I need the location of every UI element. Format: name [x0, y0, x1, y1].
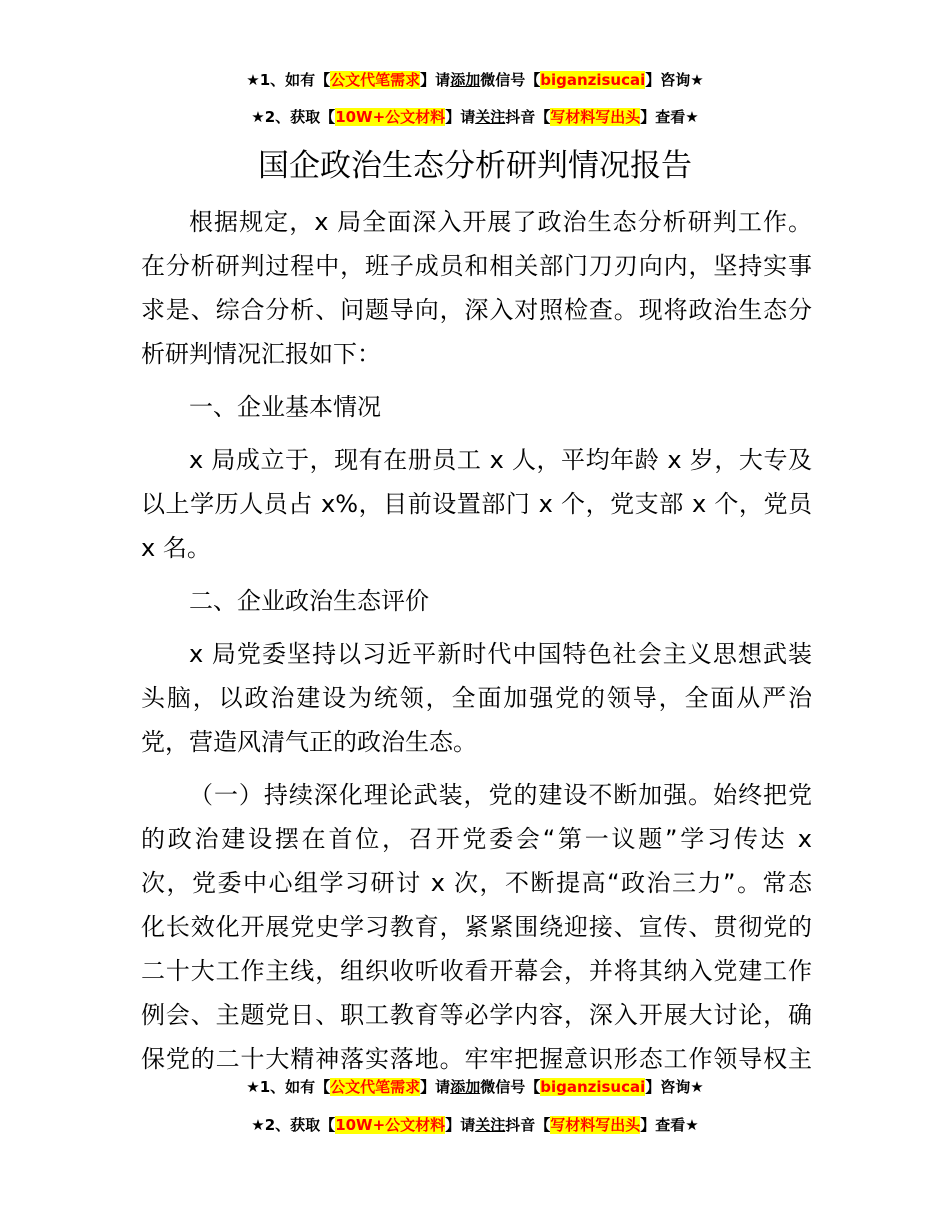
text-line: 保党的二十大精神落实落地。牢牢把握意识形态工作领导权主 [141, 1045, 812, 1073]
banner-text: 1、如有【 [259, 71, 331, 89]
document-title: 国企政治生态分析研判情况报告 [258, 148, 692, 184]
top-banner-line-1 [0, 69, 950, 91]
text-line: x 名。 [141, 534, 211, 562]
banner-text: 】咨询★ [645, 71, 704, 89]
document-body [141, 200, 812, 1081]
banner-text: 】查看★ [640, 108, 699, 126]
text-line: 次，党委中心组学习研讨 x 次，不断提高“政治三力”。常态 [141, 869, 812, 897]
banner-text: 】请 [445, 1116, 476, 1134]
banner-text: 1、如有【 [259, 1078, 331, 1096]
text-line: 党，营造风清气正的政治生态。 [141, 728, 477, 756]
section-heading [141, 385, 812, 429]
text-line: 一、企业基本情况 [189, 393, 381, 421]
banner-text: 】咨询★ [645, 1078, 704, 1096]
banner-highlight: 10W+公文材料 [335, 108, 446, 126]
banner-text: 2、获取【 [264, 108, 336, 126]
text-line: 求是、综合分析、问题导向，深入对照检查。现将政治生态分 [141, 296, 812, 324]
text-line: 在分析研判过程中，班子成员和相关部门刀刃向内，坚持实事 [141, 252, 812, 280]
banner-text: 】请 [445, 108, 476, 126]
text-line: 以上学历人员占 x%，目前设置部门 x 个，党支部 x 个，党员 [141, 490, 812, 518]
paragraph [141, 773, 812, 1081]
text-line: 头脑，以政治建设为统领，全面加强党的领导，全面从严治 [141, 684, 812, 712]
banner-text: 微信号【 [480, 71, 541, 89]
text-line: 根据规定，x 局全面深入开展了政治生态分析研判工作。 [189, 208, 812, 236]
paragraph [141, 438, 812, 570]
bottom-banner-line-2 [0, 1114, 950, 1136]
section-heading [141, 579, 812, 623]
star-icon: ★ [251, 1116, 265, 1134]
banner-underlined: 关注 [475, 1116, 506, 1134]
banner-text: 抖音【 [505, 1116, 551, 1134]
banner-underlined: 关注 [475, 108, 506, 126]
top-banner-line-2 [0, 106, 950, 128]
text-line: x 局成立于，现有在册员工 x 人，平均年龄 x 岁，大专及 [189, 446, 812, 474]
banner-underlined: 添加 [450, 71, 481, 89]
banner-highlight: 10W+公文材料 [335, 1116, 446, 1134]
banner-wechat-id: biganzisucai [540, 1078, 646, 1096]
bottom-banner-line-1 [0, 1076, 950, 1098]
text-line: 析研判情况汇报如下： [141, 340, 381, 368]
banner-text: 】请 [420, 71, 451, 89]
text-line: 例会、主题党日、职工教育等必学内容，深入开展大讨论，确 [141, 1001, 812, 1029]
banner-highlight: 写材料写出头 [550, 108, 641, 126]
banner-wechat-id: biganzisucai [540, 71, 646, 89]
text-line: 二、企业政治生态评价 [189, 587, 429, 615]
text-line: x 局党委坚持以习近平新时代中国特色社会主义思想武装 [189, 640, 812, 668]
text-line: 化长效化开展党史学习教育，紧紧围绕迎接、宣传、贯彻党的 [141, 913, 812, 941]
banner-highlight: 公文代笔需求 [330, 1078, 421, 1096]
banner-highlight: 写材料写出头 [550, 1116, 641, 1134]
paragraph [141, 200, 812, 376]
star-icon: ★ [251, 108, 265, 126]
banner-underlined: 添加 [450, 1078, 481, 1096]
text-line: 二十大工作主线，组织收听收看开幕会，并将其纳入党建工作 [141, 957, 812, 985]
banner-text: 2、获取【 [264, 1116, 336, 1134]
star-icon: ★ [246, 1078, 260, 1096]
text-line: 的政治建设摆在首位，召开党委会“第一议题”学习传达 x [141, 825, 812, 853]
banner-highlight: 公文代笔需求 [330, 71, 421, 89]
banner-text: 抖音【 [505, 108, 551, 126]
paragraph [141, 632, 812, 764]
banner-text: 微信号【 [480, 1078, 541, 1096]
banner-text: 】查看★ [640, 1116, 699, 1134]
star-icon: ★ [246, 71, 260, 89]
banner-text: 】请 [420, 1078, 451, 1096]
text-line: （一）持续深化理论武装，党的建设不断加强。始终把党 [189, 781, 812, 809]
